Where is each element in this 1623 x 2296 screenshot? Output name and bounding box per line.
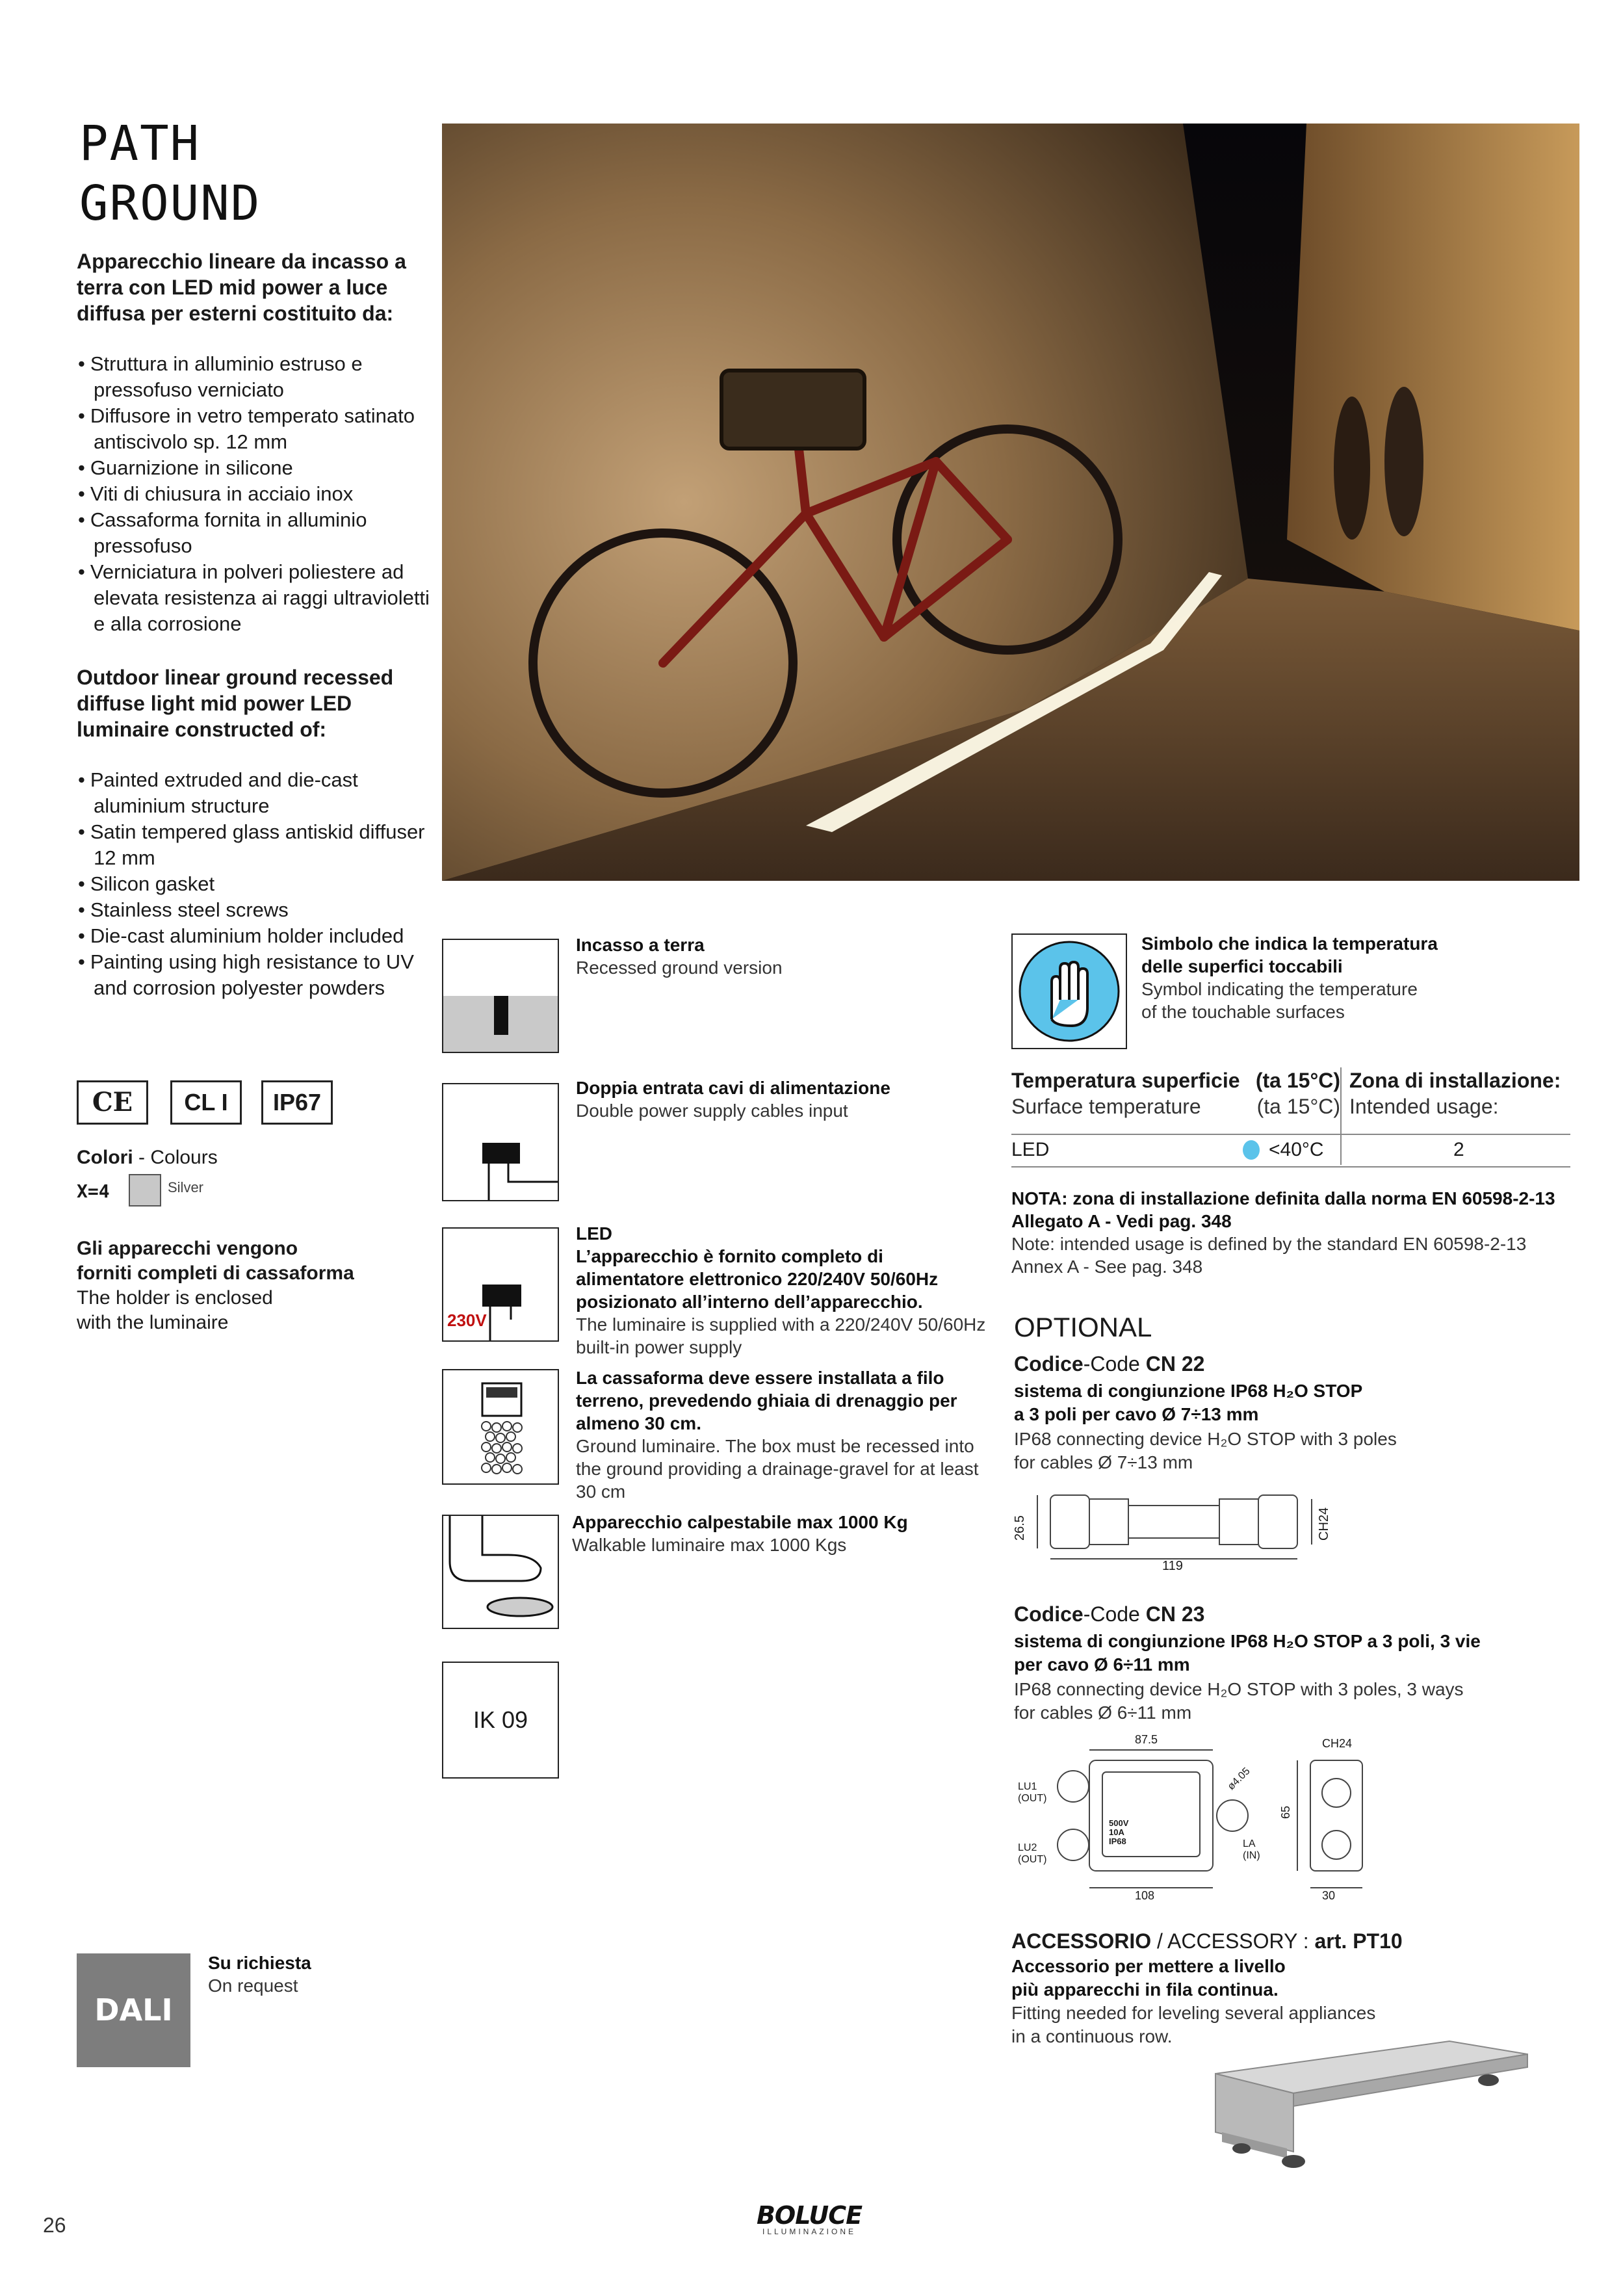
cn22-code-line [1014,1352,1204,1376]
photo-scene-bicycle-street [442,124,1579,881]
cn23-dim-bottom: 108 [1135,1889,1155,1902]
feature-walkable-en: Walkable luminaire max 1000 Kgs [572,1535,847,1555]
dali-badge: DALI [77,1953,190,2067]
cn22-it-2: a 3 poli per cavo Ø 7÷13 mm [1014,1404,1259,1424]
colour-swatch-name: Silver [168,1179,204,1195]
accessory-heading [1011,1929,1403,1953]
cn23-spec-2: 10A [1109,1827,1124,1837]
cn23-code-label-it: Codice [1014,1602,1084,1626]
cn23-lu2 [1018,1842,1046,1866]
cn22-en-2: for cables Ø 7÷13 mm [1014,1452,1193,1472]
colours-label-it: Colori [77,1147,133,1168]
cn23-spec-3: IP68 [1109,1836,1126,1846]
cn23-lu1 [1018,1781,1046,1805]
cn23-dim-ch: CH24 [1322,1737,1353,1750]
features-list-en [77,767,441,1001]
feature-it: • Guarnizione in silicone [77,455,441,481]
feature-en: • Die-cast aluminium holder included [77,923,441,949]
title-line-2: GROUND [79,176,261,231]
temperature-table [1011,1067,1570,1168]
touch-en-line-1: Symbol indicating the temperature [1141,979,1418,999]
hand-icon [1013,935,1126,1048]
accessory-en-1: Fitting needed for leveling several appliances [1011,2003,1376,2023]
feature-recessed-it: Incasso a terra [576,935,705,955]
temp-header-en-ta: (ta 15°C) [1256,1095,1340,1118]
feature-led-en: The luminaire is supplied with a 220/240V 50/60Hz built-in power supply [576,1314,986,1357]
feature-en: • Satin tempered glass antiskid diffuser 12 mm [77,819,441,871]
holder-line-3: The holder is enclosed [77,1287,273,1309]
page-number: 26 [43,2213,66,2237]
cn23-lu1-label: LU1 [1018,1781,1037,1792]
cn23-code-line [1014,1602,1204,1626]
feature-en: • Stainless steel screws [77,897,441,923]
product-photo [442,124,1579,881]
nota-en-line-1: Note: intended usage is defined by the standard EN 60598-2-13 [1011,1234,1527,1254]
walkable-icon-graphic [443,1516,558,1628]
colours-heading [77,1145,218,1170]
ce-mark-badge [77,1080,148,1125]
colour-code: X=4 [77,1181,110,1202]
cn23-lu2-label: LU2 [1018,1842,1037,1853]
dali-en: On request [208,1976,298,1996]
feature-drainage-en: Ground luminaire. The box must be recessed into the ground providing a drainage-gravel for at least 30 cm [576,1436,979,1502]
cn23-la [1243,1838,1260,1862]
holder-note [77,1236,441,1335]
cn23-specs [1109,1819,1128,1846]
accessory-label-it: ACCESSORIO [1011,1929,1152,1953]
colour-swatch-silver [129,1174,161,1207]
voltage-label: 230V [447,1311,487,1330]
cn22-drawing [1011,1482,1375,1580]
cn22-dim-length: 119 [1162,1559,1183,1573]
accessory-label-en: / ACCESSORY : [1157,1929,1309,1953]
nota-it-line-1: NOTA: zona di installazione definita dalla norma EN 60598-2-13 [1011,1188,1555,1208]
ip-rating-badge: IP67 [261,1080,333,1125]
nota-it-line-2: Allegato A - Vedi pag. 348 [1011,1211,1232,1231]
feature-walkable-it: Apparecchio calpestabile max 1000 Kg [572,1512,908,1532]
cn23-la-label: LA [1243,1838,1256,1849]
recessed-ground-icon [442,939,559,1053]
feature-it: • Viti di chiusura in acciaio inox [77,481,441,507]
cn23-drawing [1011,1734,1375,1903]
touch-mini-icon [1243,1140,1260,1160]
feature-it: • Diffusore in vetro temperato satinato antiscivolo sp. 12 mm [77,403,441,455]
cn23-en-1: IP68 connecting device H₂O STOP with 3 poles, 3 ways [1014,1679,1464,1699]
cn23-spec-1: 500V [1109,1818,1129,1828]
feature-recessed-en: Recessed ground version [576,958,783,978]
brand-name: BOLUCE [756,2201,863,2230]
feature-led-it: L’apparecchio è fornito completo di alimentatore elettronico 220/240V 50/60Hz posizionato all’interno dell’apparecchio. [576,1246,939,1312]
cn23-code: CN 23 [1145,1602,1205,1626]
touch-temperature-icon [1011,933,1127,1049]
feature-it: • Struttura in alluminio estruso e pressofuso verniciato [77,351,441,403]
pt10-bracket-illustration [1202,2028,1540,2178]
cn23-dim-hole: ø4.05 [1225,1766,1253,1793]
feature-en: • Painted extruded and die-cast aluminium structure [77,767,441,819]
accessory-en-2: in a continuous row. [1011,2026,1173,2046]
accessory-it-1: Accessorio per mettere a livello [1011,1956,1286,1976]
cn23-it-1: sistema di congiunzione IP68 H₂O STOP a 3 poli, 3 vie [1014,1631,1481,1651]
cn22-code-label-en: -Code [1083,1352,1140,1376]
touch-it-line-2: delle superfici toccabili [1141,956,1343,976]
feature-en: • Painting using high resistance to UV and corrosion polyester powders [77,949,441,1001]
impact-rating-badge: IK 09 [442,1662,559,1779]
product-title [79,114,261,233]
drainage-gravel-icon [442,1369,559,1485]
features-list-it [77,351,441,637]
accessory-pt10-image [1202,2028,1540,2178]
feature-double-cable-it: Doppia entrata cavi di alimentazione [576,1078,890,1098]
optional-heading: OPTIONAL [1014,1312,1152,1342]
holder-line-1: Gli apparecchi vengono [77,1238,298,1259]
feature-led-title: LED [576,1223,612,1244]
double-cable-input-icon [442,1083,559,1201]
touch-en-line-2: of the touchable surfaces [1141,1002,1345,1022]
nota-en-line-2: Annex A - See pag. 348 [1011,1257,1203,1277]
brand-logo [747,2201,871,2236]
temp-header-it-ta: (ta 15°C) [1255,1069,1340,1092]
cn22-en-1: IP68 connecting device H₂O STOP with 3 poles [1014,1429,1397,1449]
cn23-dim-top: 87.5 [1135,1733,1158,1746]
colours-sep: - [133,1147,151,1168]
holder-line-4: with the luminaire [77,1312,229,1333]
power-supply-icon [442,1227,559,1342]
colours-label-en: Colours [150,1147,218,1168]
description-en: Outdoor linear ground recessed diffuse light mid power LED luminaire constructed of: [77,666,394,741]
cn23-code-label-en: -Code [1083,1602,1140,1626]
accessory-code: art. PT10 [1314,1929,1403,1953]
feature-drainage-it: La cassaforma deve essere installata a filo terreno, prevedendo ghiaia di drenaggio per almeno 30 cm. [576,1368,957,1433]
cn22-dim-height: 26.5 [1013,1515,1027,1541]
brand-subtitle: ILLUMINAZIONE [762,2227,856,2236]
cn22-code: CN 22 [1145,1352,1205,1376]
zone-header-en: Intended usage: [1349,1095,1499,1118]
temp-header-it: Temperatura superficie [1011,1069,1240,1092]
cn23-en-2: for cables Ø 6÷11 mm [1014,1702,1192,1723]
double-cable-input-icon-graphic [443,1084,558,1200]
class-badge: CL I [170,1080,242,1125]
feature-it: • Cassaforma fornita in alluminio pressofuso [77,507,441,559]
temp-row-value: <40°C [1269,1139,1324,1160]
cn23-lu2-sub: (OUT) [1018,1854,1047,1865]
temp-header-en: Surface temperature [1011,1095,1201,1118]
feature-it: • Verniciatura in polveri poliestere ad elevata resistenza ai raggi ultravioletti e alla corrosione [77,559,441,637]
touch-it-line-1: Simbolo che indica la temperatura [1141,933,1438,954]
feature-double-cable-en: Double power supply cables input [576,1101,848,1121]
description-it: Apparecchio lineare da incasso a terra con LED mid power a luce diffusa per esterni costituito da: [77,250,406,325]
cn23-la-sub: (IN) [1243,1850,1260,1861]
walkable-icon [442,1515,559,1629]
ce-mark: CE [92,1087,133,1117]
cn23-connector-diagram [1011,1734,1375,1903]
cn23-lu1-sub: (OUT) [1018,1793,1047,1804]
cn23-dim-height: 65 [1279,1805,1292,1819]
cn22-dim-ch: CH24 [1317,1507,1331,1541]
drainage-gravel-icon-graphic [443,1370,558,1483]
cn22-it-1: sistema di congiunzione IP68 H₂O STOP [1014,1381,1363,1401]
cn23-it-2: per cavo Ø 6÷11 mm [1014,1654,1190,1675]
zone-header-it: Zona di installazione: [1349,1069,1561,1092]
accessory-it-2: più apparecchi in fila continua. [1011,1979,1279,2000]
feature-en: • Silicon gasket [77,871,441,897]
cn22-code-label-it: Codice [1014,1352,1084,1376]
cn23-dim-side: 30 [1322,1889,1336,1902]
recessed-ground-icon-graphic [443,940,558,1052]
temp-row-label: LED [1011,1139,1050,1160]
title-line-1: PATH [79,116,201,172]
dali-it: Su richiesta [208,1953,311,1973]
holder-line-2: forniti completi di cassaforma [77,1262,354,1284]
zone-row-value: 2 [1453,1139,1464,1160]
